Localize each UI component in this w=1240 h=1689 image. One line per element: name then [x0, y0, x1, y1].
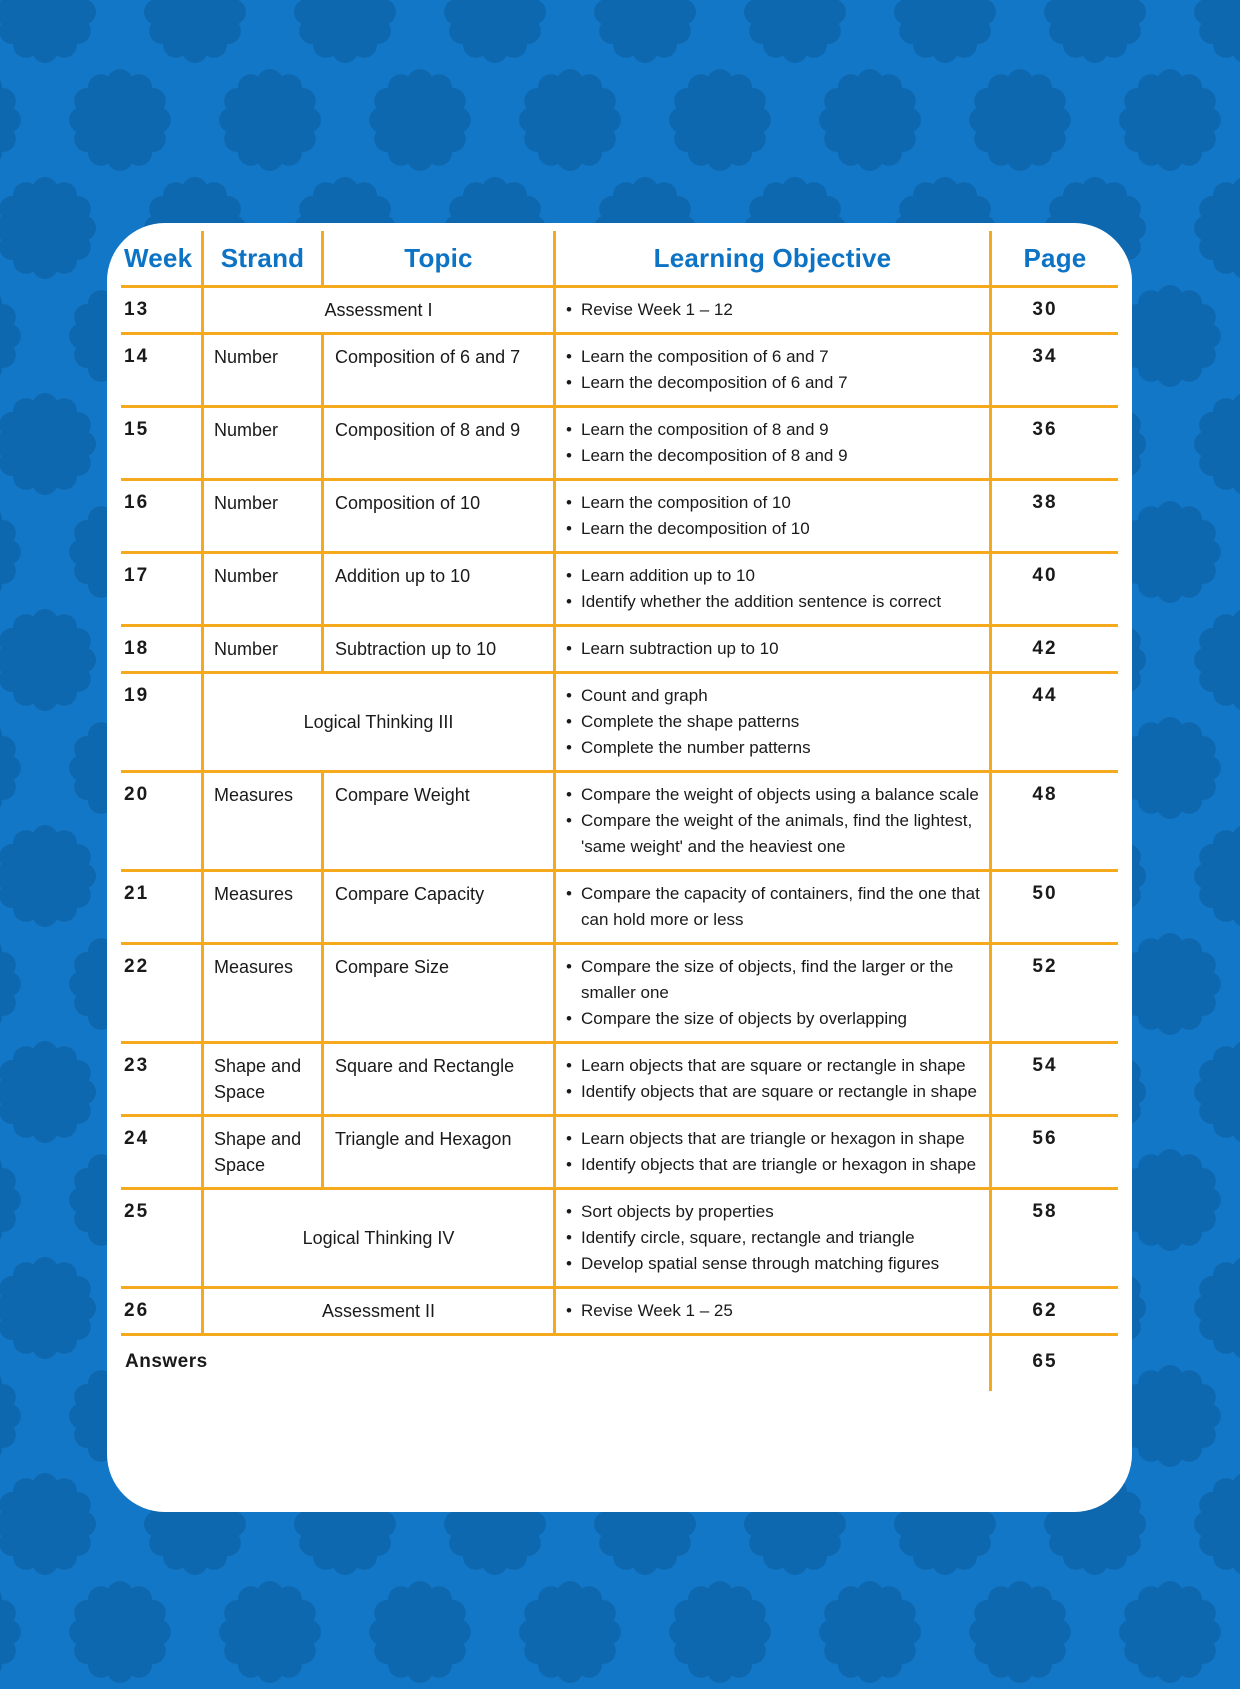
table-row — [121, 554, 1118, 627]
objective-item: • Revise Week 1 – 25 — [565, 1298, 981, 1324]
contents-card — [107, 223, 1132, 1512]
objective-item: • Develop spatial sense through matching figures — [565, 1251, 981, 1277]
objective-item: • Compare the size of objects, find the larger or the smaller one — [565, 954, 981, 1006]
strand-cell: Shape and Space — [201, 1117, 321, 1187]
table-row — [121, 1117, 1118, 1190]
merged-strand-topic-cell: Logical Thinking IV — [201, 1190, 553, 1286]
week-cell: 14 — [124, 346, 150, 367]
week-cell: 19 — [124, 685, 150, 706]
objective-item: • Learn objects that are triangle or hexagon in shape — [565, 1126, 981, 1152]
table-body — [121, 288, 1118, 1336]
objective-item: • Sort objects by properties — [565, 1199, 981, 1225]
objective-item: • Learn the decomposition of 6 and 7 — [565, 370, 981, 396]
objectives-cell — [553, 1117, 989, 1187]
page-cell: 40 — [989, 554, 1118, 624]
topic-cell: Composition of 8 and 9 — [321, 408, 553, 478]
objectives-cell — [553, 773, 989, 869]
week-cell: 26 — [124, 1300, 150, 1321]
objective-item: • Compare the size of objects by overlapping — [565, 1006, 981, 1032]
merged-strand-topic-cell: Logical Thinking III — [201, 674, 553, 770]
week-cell: 22 — [124, 956, 150, 977]
strand-cell: Measures — [201, 945, 321, 1041]
objectives-cell — [553, 945, 989, 1041]
topic-cell: Addition up to 10 — [321, 554, 553, 624]
table-row — [121, 335, 1118, 408]
table-row — [121, 674, 1118, 773]
page-cell: 54 — [989, 1044, 1118, 1114]
strand-cell: Number — [201, 335, 321, 405]
table-row — [121, 773, 1118, 872]
table-row — [121, 408, 1118, 481]
objective-item: • Learn the composition of 6 and 7 — [565, 344, 981, 370]
objectives-cell — [553, 554, 989, 624]
objective-item: • Learn addition up to 10 — [565, 563, 981, 589]
week-cell: 20 — [124, 784, 150, 805]
strand-cell: Number — [201, 408, 321, 478]
objective-item: • Count and graph — [565, 683, 981, 709]
header-week: Week — [124, 242, 193, 273]
page-cell: 58 — [989, 1190, 1118, 1286]
table-row — [121, 945, 1118, 1044]
week-cell: 17 — [124, 565, 150, 586]
objective-item: • Identify whether the addition sentence is correct — [565, 589, 981, 615]
week-cell: 13 — [124, 299, 150, 320]
page-cell: 30 — [989, 288, 1118, 332]
table-header-row — [121, 231, 1118, 288]
header-page: Page — [989, 231, 1118, 285]
strand-cell: Number — [201, 481, 321, 551]
page-cell: 56 — [989, 1117, 1118, 1187]
week-cell: 24 — [124, 1128, 150, 1149]
objectives-cell — [553, 408, 989, 478]
objectives-cell — [553, 288, 989, 332]
header-topic: Topic — [321, 231, 553, 285]
strand-cell: Number — [201, 627, 321, 671]
topic-cell: Square and Rectangle — [321, 1044, 553, 1114]
objective-item: • Compare the weight of the animals, find the lightest, 'same weight' and the heaviest one — [565, 808, 981, 860]
objective-item: • Learn the decomposition of 8 and 9 — [565, 443, 981, 469]
week-cell: 25 — [124, 1201, 150, 1222]
week-cell: 15 — [124, 419, 150, 440]
objective-item: • Complete the shape patterns — [565, 709, 981, 735]
objectives-cell — [553, 627, 989, 671]
page-cell: 48 — [989, 773, 1118, 869]
header-learning-objective: Learning Objective — [553, 231, 989, 285]
answers-row — [121, 1336, 1118, 1391]
page-cell: 50 — [989, 872, 1118, 942]
topic-cell: Compare Size — [321, 945, 553, 1041]
table-row — [121, 872, 1118, 945]
objectives-cell — [553, 481, 989, 551]
strand-cell: Measures — [201, 872, 321, 942]
objective-item: • Complete the number patterns — [565, 735, 981, 761]
table-row — [121, 1289, 1118, 1336]
objectives-cell — [553, 674, 989, 770]
objectives-cell — [553, 872, 989, 942]
week-cell: 21 — [124, 883, 150, 904]
merged-strand-topic-cell: Assessment II — [201, 1289, 553, 1333]
objective-item: • Identify objects that are square or rectangle in shape — [565, 1079, 981, 1105]
table-row — [121, 627, 1118, 674]
objective-item: • Learn subtraction up to 10 — [565, 636, 981, 662]
topic-cell: Composition of 6 and 7 — [321, 335, 553, 405]
page-cell: 36 — [989, 408, 1118, 478]
topic-cell: Compare Capacity — [321, 872, 553, 942]
week-cell: 23 — [124, 1055, 150, 1076]
objectives-cell — [553, 1044, 989, 1114]
objective-item: • Learn the composition of 8 and 9 — [565, 417, 981, 443]
objectives-cell — [553, 1289, 989, 1333]
answers-page-cell: 65 — [989, 1336, 1118, 1391]
objective-item: • Learn the composition of 10 — [565, 490, 981, 516]
page-cell: 38 — [989, 481, 1118, 551]
objectives-cell — [553, 335, 989, 405]
table-row — [121, 288, 1118, 335]
topic-cell: Composition of 10 — [321, 481, 553, 551]
week-cell: 16 — [124, 492, 150, 513]
objective-item: • Compare the capacity of containers, find the one that can hold more or less — [565, 881, 981, 933]
answers-label: Answers — [125, 1351, 208, 1372]
strand-cell: Number — [201, 554, 321, 624]
table-row — [121, 1190, 1118, 1289]
strand-cell: Shape and Space — [201, 1044, 321, 1114]
page-cell: 42 — [989, 627, 1118, 671]
page-cell: 62 — [989, 1289, 1118, 1333]
week-cell: 18 — [124, 638, 150, 659]
objective-item: • Revise Week 1 – 12 — [565, 297, 981, 323]
objective-item: • Identify objects that are triangle or hexagon in shape — [565, 1152, 981, 1178]
topic-cell: Compare Weight — [321, 773, 553, 869]
table-row — [121, 1044, 1118, 1117]
page-cell: 34 — [989, 335, 1118, 405]
objective-item: • Identify circle, square, rectangle and triangle — [565, 1225, 981, 1251]
strand-cell: Measures — [201, 773, 321, 869]
table-row — [121, 481, 1118, 554]
merged-strand-topic-cell: Assessment I — [201, 288, 553, 332]
topic-cell: Subtraction up to 10 — [321, 627, 553, 671]
page-cell: 52 — [989, 945, 1118, 1041]
objective-item: • Learn objects that are square or rectangle in shape — [565, 1053, 981, 1079]
objectives-cell — [553, 1190, 989, 1286]
header-strand: Strand — [201, 231, 321, 285]
objective-item: • Compare the weight of objects using a balance scale — [565, 782, 981, 808]
page-cell: 44 — [989, 674, 1118, 770]
topic-cell: Triangle and Hexagon — [321, 1117, 553, 1187]
objective-item: • Learn the decomposition of 10 — [565, 516, 981, 542]
